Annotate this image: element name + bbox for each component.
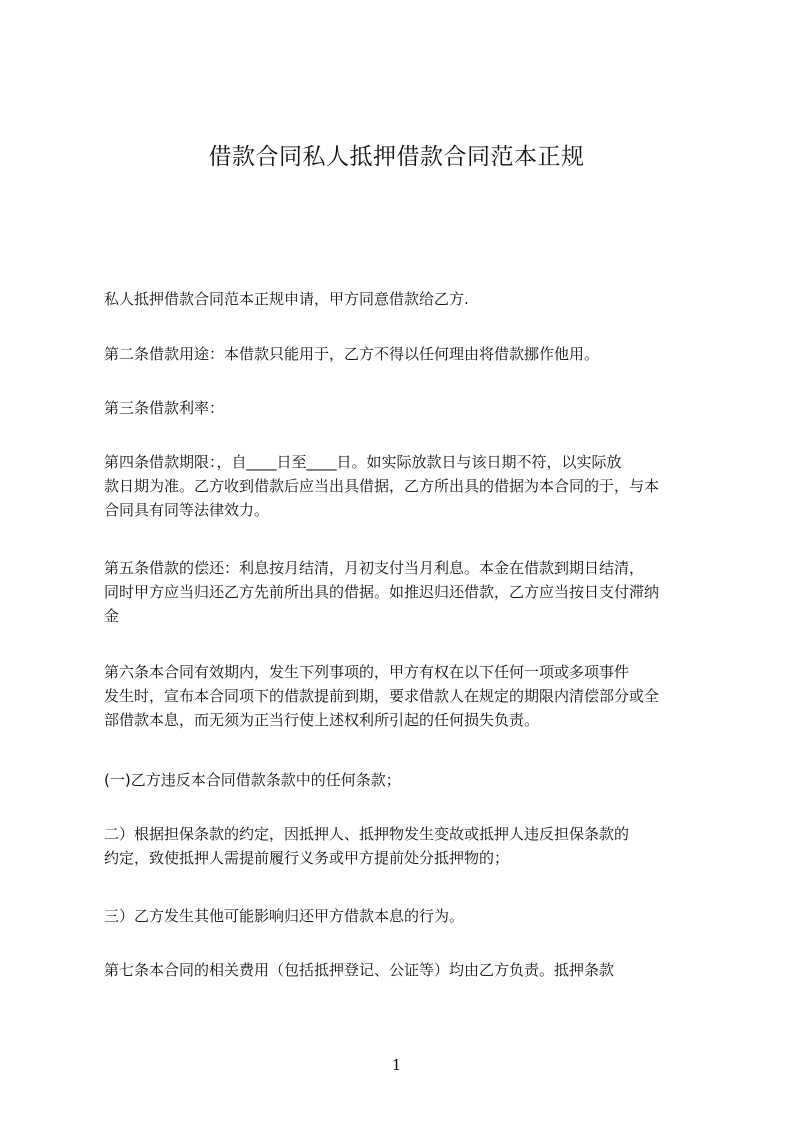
text-line: 第三条借款利率： (104, 399, 225, 417)
paragraph-article-3 (104, 396, 712, 420)
text-line: 私人抵押借款合同范本正规申请，甲方同意借款给乙方. (104, 290, 469, 308)
text-line: 发生时，宣布本合同项下的借款提前到期，要求借款人在规定的期限内清偿部分或全 (104, 687, 660, 705)
text-line: 金 (104, 607, 120, 625)
paragraph-item-1 (104, 768, 712, 792)
text-line: 约定，致使抵押人需提前履行义务或甲方提前处分抵押物的； (104, 849, 510, 867)
paragraph-item-3 (104, 904, 712, 928)
paragraph-item-2 (104, 822, 712, 870)
paragraph-article-6 (104, 660, 712, 732)
text-line: 二）根据担保条款的约定，因抵押人、抵押物发生变故或抵押人违反担保条款的 (104, 825, 630, 843)
text-line: 款日期为准。乙方收到借款后应当出具借据，乙方所出具的借据为本合同的于，与本 (104, 477, 660, 495)
text-line: 第七条本合同的相关费用（包括抵押登记、公证等）均由乙方负责。抵押条款 (104, 961, 615, 979)
paragraph-1 (104, 287, 712, 311)
text-line: 第二条借款用途：本借款只能用于，乙方不得以任何理由将借款挪作他用。 (104, 345, 600, 363)
document-title: 借款合同私人抵押借款合同范本正规 (208, 144, 585, 170)
text-line: 第四条借款期限：，自____日至____日。如实际放款日与该日期不符，以实际放 (104, 453, 622, 471)
paragraph-article-2 (104, 342, 712, 366)
page-number: 1 (391, 1056, 402, 1074)
text-line: 部借款本息，而无须为正当行使上述权利所引起的任何损失负责。 (104, 711, 540, 729)
text-line: 三）乙方发生其他可能影响归还甲方借款本息的行为。 (104, 907, 465, 925)
text-line: 第六条本合同有效期内，发生下列事项的，甲方有权在以下任何一项或多项事件 (104, 663, 630, 681)
text-line: 同时甲方应当归还乙方先前所出具的借据。如推迟归还借款，乙方应当按日支付滞纳 (104, 583, 660, 601)
paragraph-article-5 (104, 556, 712, 628)
text-line: (一)乙方违反本合同借款条款中的任何条款； (104, 771, 401, 789)
text-line: 合同具有同等法律效力。 (104, 501, 270, 519)
paragraph-article-4 (104, 450, 712, 522)
text-line: 第五条借款的偿还：利息按月结清，月初支付当月利息。本金在借款到期日结清， (104, 559, 645, 577)
paragraph-article-7 (104, 958, 712, 982)
